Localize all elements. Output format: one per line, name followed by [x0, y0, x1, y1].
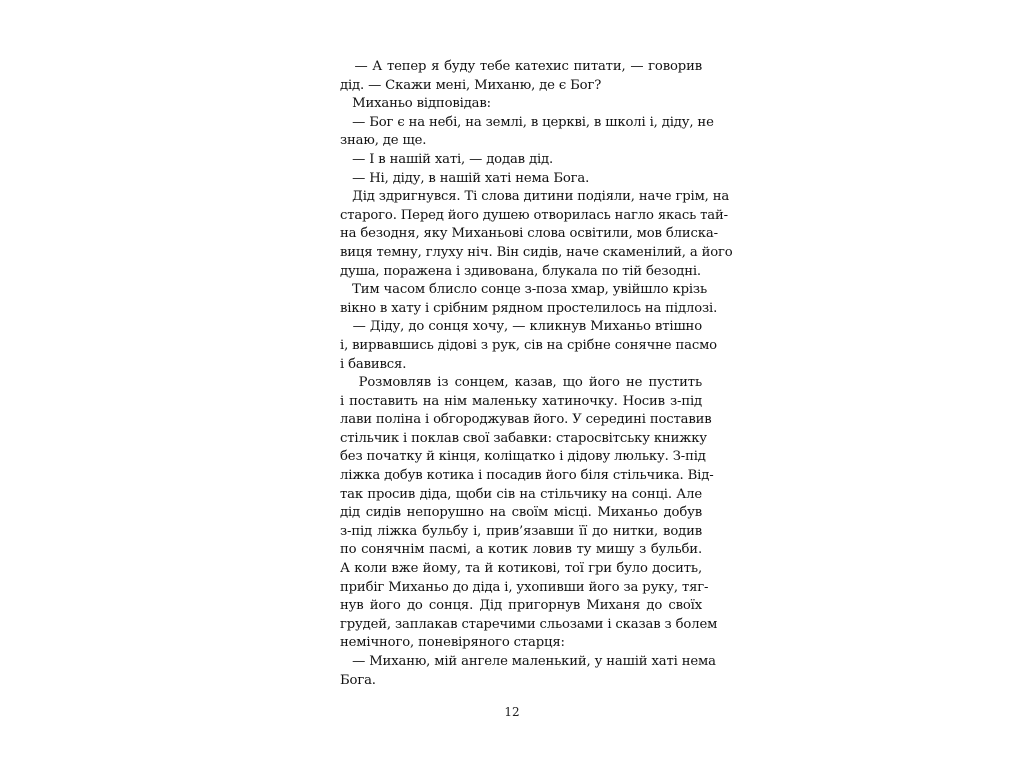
text-line: по сонячнім пасмі, а котик ловив ту мишу з бульби. [340, 542, 702, 558]
text-line: виця темну, глуху ніч. Він сидів, наче скаменілий, а його [340, 244, 733, 260]
text-line: Тим часом блисло сонце з-поза хмар, увійшло крізь [340, 282, 708, 298]
text-line: вікно в хату і срібним рядном простелилось на підлозі. [340, 300, 718, 316]
page-body-text [340, 58, 733, 690]
text-line: і бавився. [340, 356, 407, 372]
text-line: — Ні, діду, в нашій хаті нема Бога. [340, 170, 590, 186]
text-line: Розмовляв із сонцем, казав, що його не пустить [340, 375, 702, 391]
text-line: А коли вже йому, та й котикові, тої гри було досить, [340, 561, 702, 577]
text-line: старого. Перед його душею отворилась нагло якась тай- [340, 207, 728, 223]
text-line: — Бог є на небі, на землі, в церкві, в школі і, діду, не [340, 114, 714, 130]
text-line: знаю, де ще. [340, 133, 427, 149]
text-line: Дід здригнувся. Ті слова дитини подіяли, наче грім, на [340, 189, 730, 205]
text-line: лави поліна і обгороджував його. У середині поставив [340, 412, 712, 428]
text-line: Миханьо відповідав: [340, 96, 491, 112]
text-line: і, вирвавшись дідові з рук, сів на срібне сонячне пасмо [340, 337, 717, 353]
text-line: дід. — Скажи мені, Миханю, де є Бог? [340, 77, 602, 93]
text-line: стільчик і поклав свої забавки: старосвітську книжку [340, 430, 707, 446]
text-line: душа, поражена і здивована, блукала по тій безодні. [340, 263, 701, 279]
text-line: прибіг Миханьо до діда і, ухопивши його за руку, тяг- [340, 579, 709, 595]
text-line: — Діду, до сонця хочу, — кликнув Миханьо втішно [340, 319, 702, 335]
text-line: без початку й кінця, коліщатко і дідову люльку. З-під [340, 449, 706, 465]
text-line: Бога. [340, 672, 376, 688]
text-line: нув його до сонця. Дід пригорнув Миханя до своїх [340, 598, 702, 614]
text-line: так просив діда, щоби сів на стільчику на сонці. Але [340, 486, 702, 502]
text-line: з-під ліжка бульбу і, прив’язавши її до нитки, водив [340, 523, 702, 539]
text-line: немічного, поневіряного старця: [340, 635, 565, 651]
text-line: дід сидів непорушно на своїм місці. Миханьо добув [340, 505, 702, 521]
text-line: — Миханю, мій ангеле маленький, у нашій хаті нема [340, 654, 716, 669]
text-line: грудей, заплакав старечими сльозами і сказав з болем [340, 616, 718, 632]
text-line: ліжка добув котика і посадив його біля стільчика. Від- [340, 468, 714, 484]
text-line: на безодня, яку Миханьові слова освітили, мов блиска- [340, 226, 718, 242]
page-number: 12 [504, 705, 520, 719]
text-line: — А тепер я буду тебе катехис питати, — говорив [340, 59, 702, 74]
text-line: і поставить на нім маленьку хатиночку. Носив з-під [340, 393, 702, 409]
text-line: — І в нашій хаті, — додав дід. [340, 151, 554, 167]
